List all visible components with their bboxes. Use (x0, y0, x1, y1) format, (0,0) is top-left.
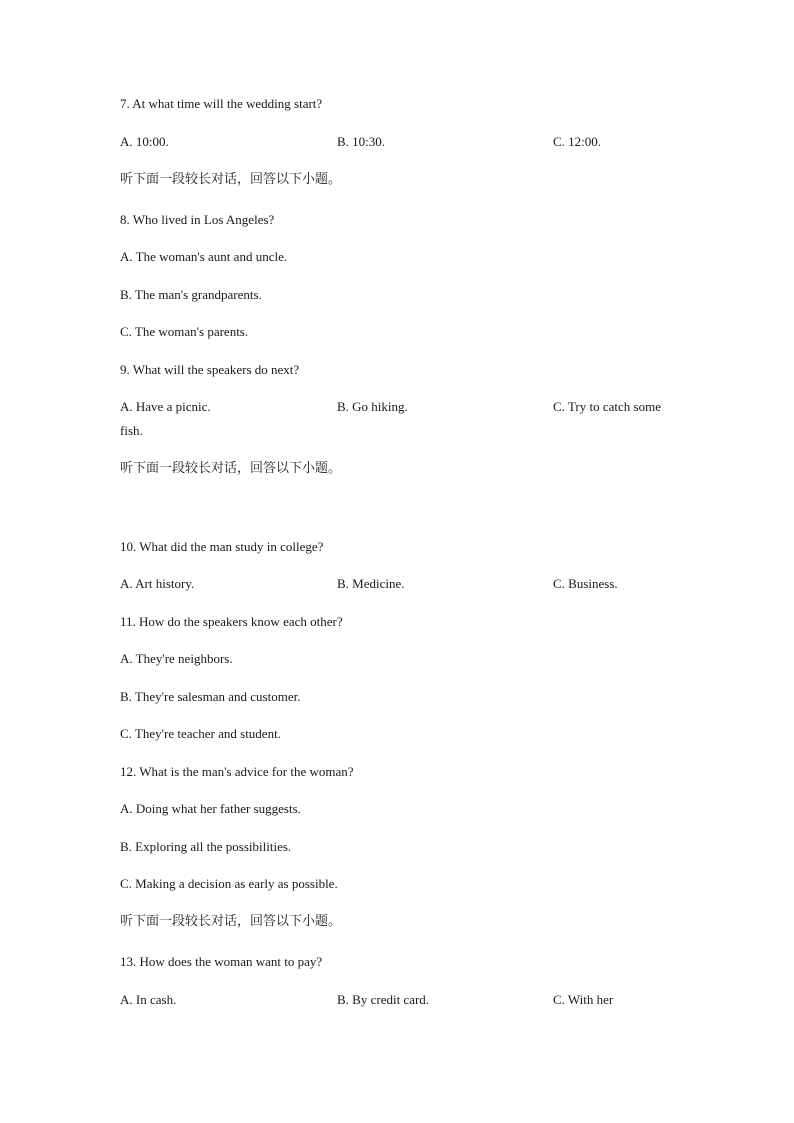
question-12: 12. What is the man's advice for the woman? (120, 764, 354, 779)
q9-option-b: B. Go hiking. (337, 399, 408, 414)
q8-option-c: C. The woman's parents. (120, 324, 249, 339)
q11-option-b: B. They're salesman and customer. (120, 689, 301, 704)
q9-option-c: C. Try to catch some (553, 399, 661, 414)
question-10: 10. What did the man study in college? (120, 539, 324, 554)
q9-option-c-continued: fish. (120, 423, 143, 438)
q13-option-a: A. In cash. (120, 992, 177, 1007)
q11-option-c: C. They're teacher and student. (120, 726, 281, 741)
question-13: 13. How does the woman want to pay? (120, 954, 323, 969)
q13-option-b: B. By credit card. (337, 992, 430, 1007)
section-instruction: 听下面一段较长对话，回答以下小题。 (120, 461, 342, 476)
q12-option-a: A. Doing what her father suggests. (120, 801, 301, 816)
q7-option-a: A. 10:00. (120, 134, 169, 149)
q13-option-c: C. With her (553, 992, 614, 1007)
question-11: 11. How do the speakers know each other? (120, 614, 343, 629)
question-9: 9. What will the speakers do next? (120, 362, 300, 377)
q10-option-b: B. Medicine. (337, 576, 405, 591)
q12-option-b: B. Exploring all the possibilities. (120, 839, 292, 854)
q10-option-c: C. Business. (553, 576, 618, 591)
q8-option-b: B. The man's grandparents. (120, 287, 262, 302)
q12-option-c: C. Making a decision as early as possible. (120, 876, 338, 891)
question-8: 8. Who lived in Los Angeles? (120, 212, 275, 227)
q11-option-a: A. They're neighbors. (120, 651, 233, 666)
q10-option-a: A. Art history. (120, 576, 195, 591)
section-instruction: 听下面一段较长对话，回答以下小题。 (120, 172, 342, 187)
q7-option-c: C. 12:00. (553, 134, 602, 149)
q7-option-b: B. 10:30. (337, 134, 386, 149)
section-instruction: 听下面一段较长对话，回答以下小题。 (120, 914, 342, 929)
q8-option-a: A. The woman's aunt and uncle. (120, 249, 288, 264)
question-7: 7. At what time will the wedding start? (120, 96, 323, 111)
q9-option-a: A. Have a picnic. (120, 399, 211, 414)
